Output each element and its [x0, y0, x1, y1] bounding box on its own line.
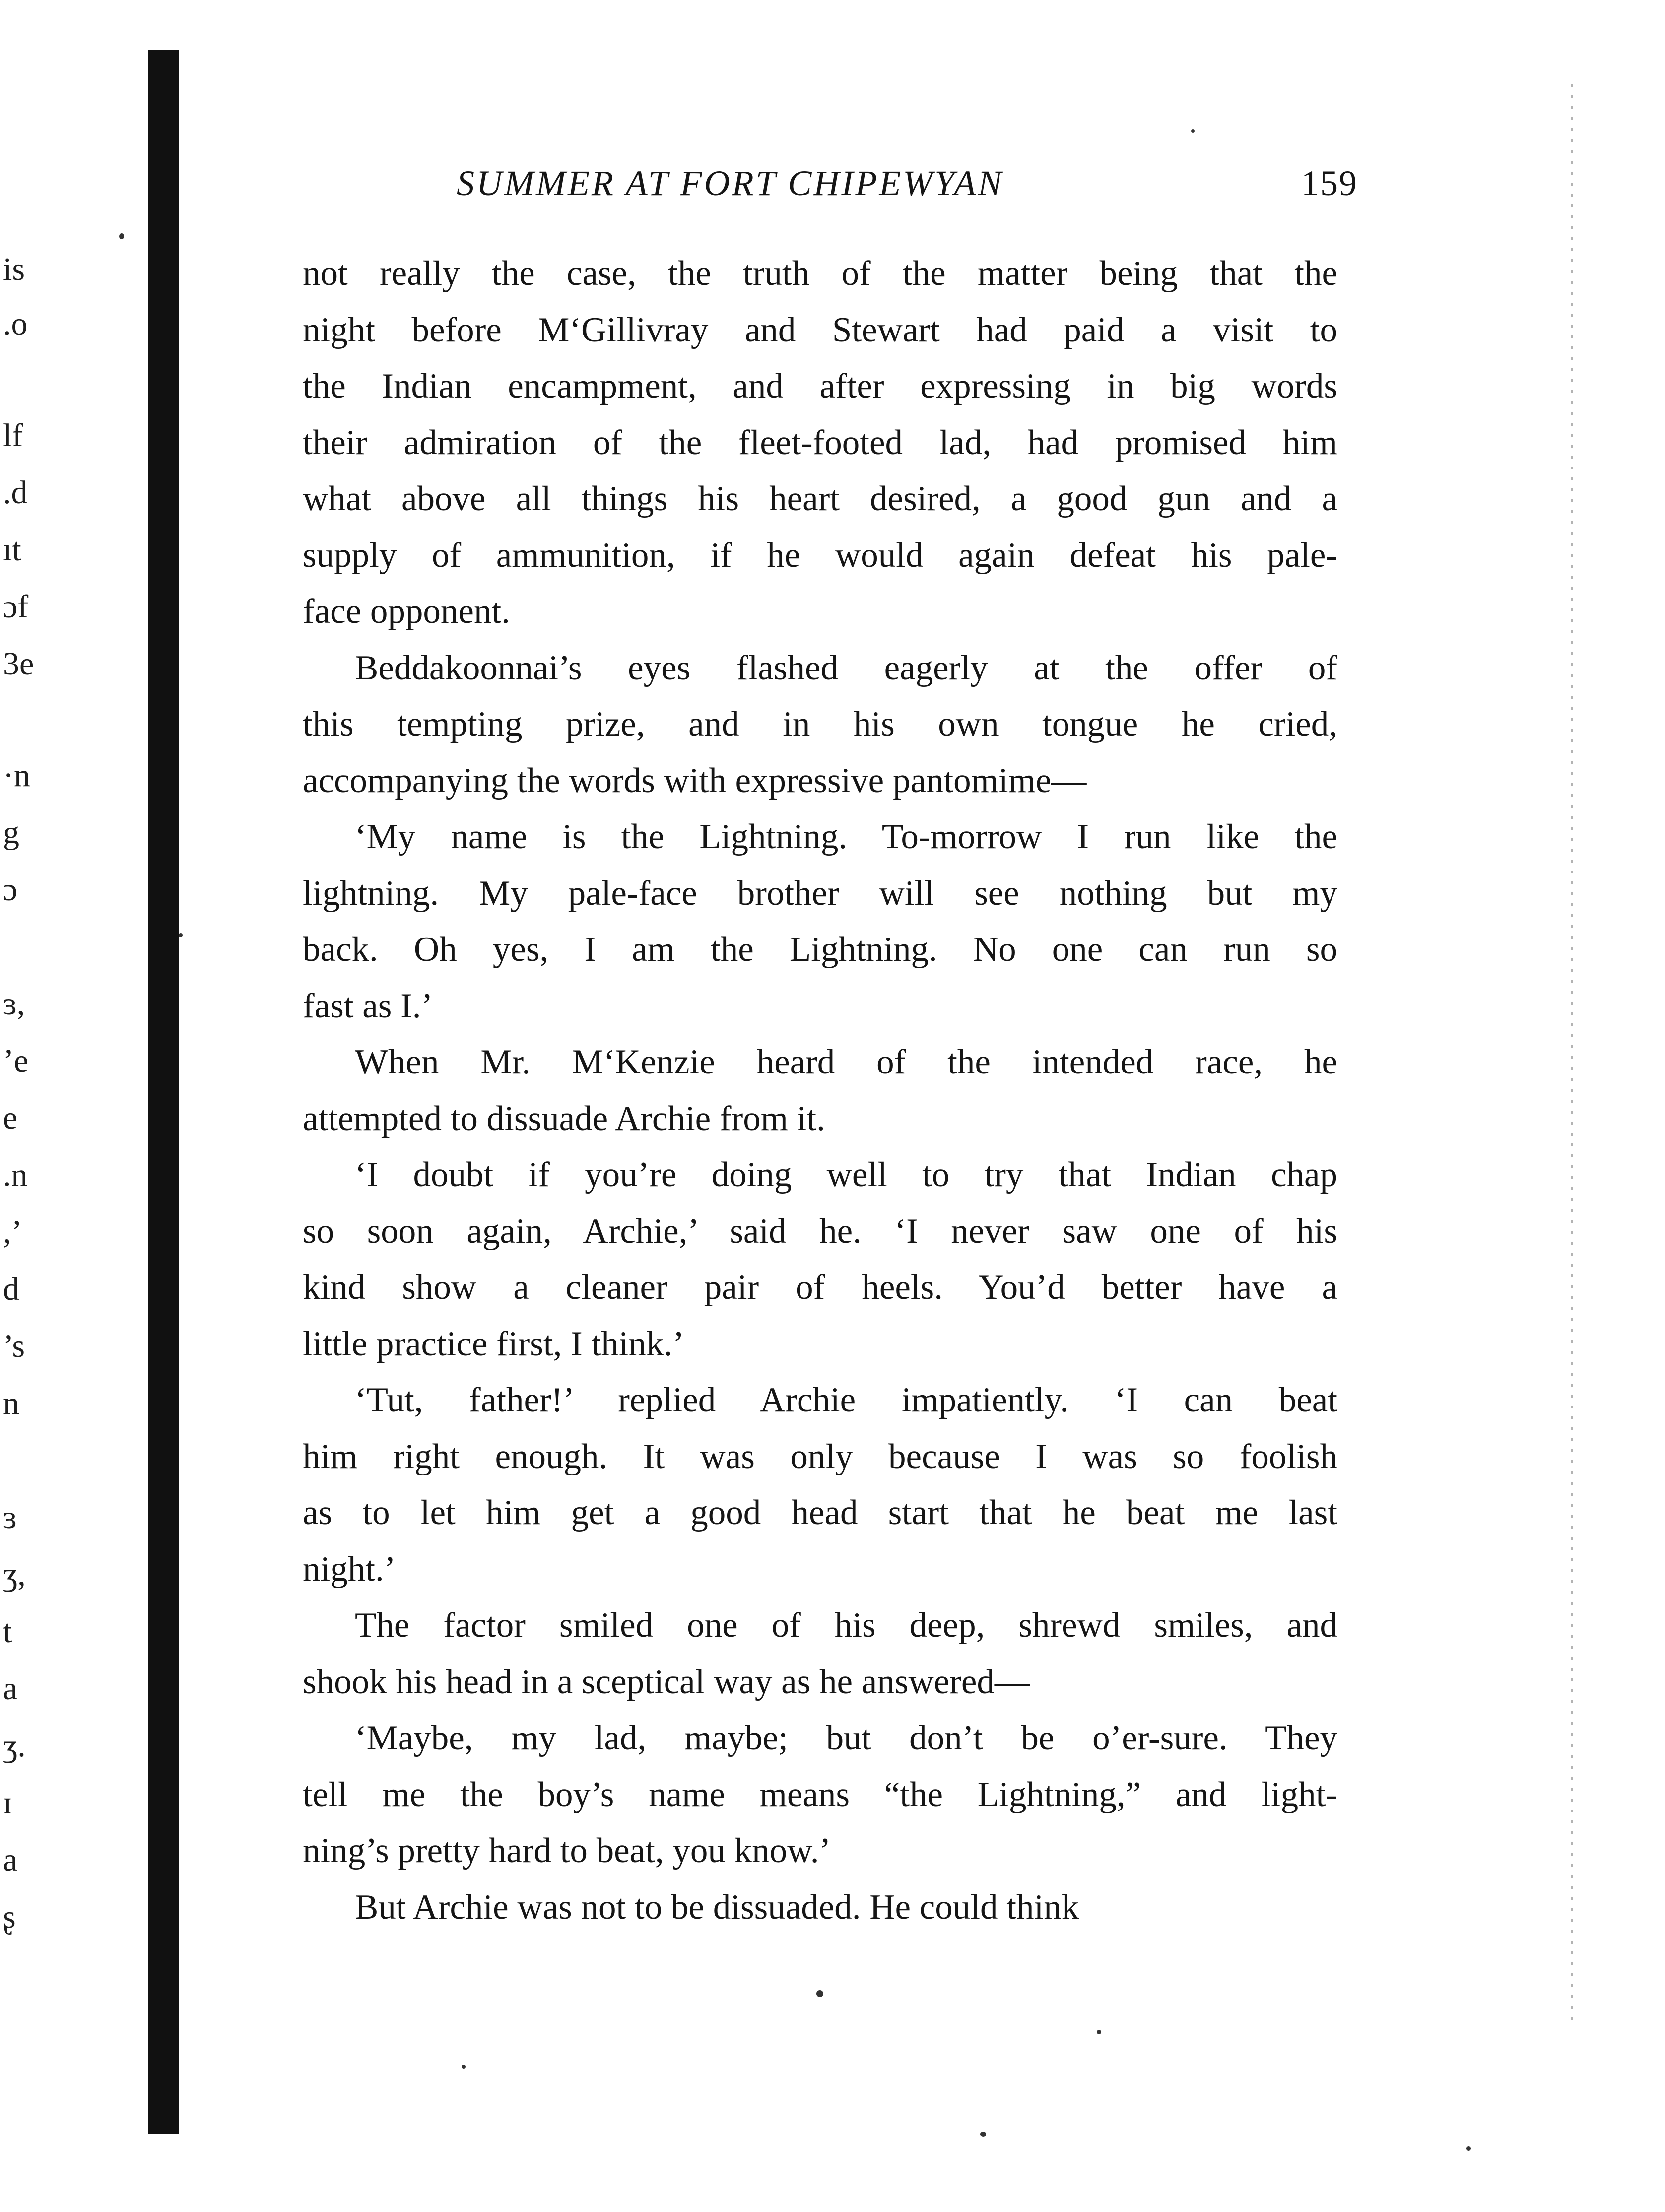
scan-speck [1191, 129, 1195, 133]
text-line: attempted to dissuade Archie from it. [303, 1099, 825, 1138]
text-line: their admiration of the fleet-footed lad, had promised him [303, 423, 1337, 462]
text-line: The factor smiled one of his deep, shrewd smiles, and [355, 1606, 1337, 1645]
text-line: ‘My name is the Lightning. To-morrow I run like the [355, 817, 1337, 856]
text-line: lightning. My pale-face brother will see nothing but my [303, 873, 1337, 913]
fragment: is [3, 251, 25, 287]
text-line: back. Oh yes, I am the Lightning. No one can run so [303, 930, 1337, 969]
fragment: ʒ. [3, 1728, 26, 1764]
fragment: ·n [3, 757, 30, 794]
page-number: 159 [1301, 163, 1358, 203]
text-line: When Mr. M‘Kenzie heard of the intended race, he [355, 1043, 1337, 1081]
scan-speck [1466, 2146, 1471, 2151]
facing-page-bleed [3, 0, 63, 2212]
scan-speck [816, 1990, 823, 1997]
text-line: ‘Maybe, my lad, maybe; but don’t be o’er-sure. They [355, 1719, 1337, 1757]
fragment: a [3, 1671, 18, 1707]
fragment: ıt [3, 532, 21, 568]
text-line: little practice first, I think.’ [303, 1324, 684, 1363]
fragment: ɜ [3, 1499, 17, 1536]
fragment: ɔf [3, 589, 29, 625]
fragment: ’s [3, 1328, 25, 1364]
fragment: .o [3, 306, 28, 342]
text-line: accompanying the words with expressive pantomime— [303, 761, 1087, 800]
fragment: g [3, 814, 19, 851]
fragment: ɪ [3, 1785, 12, 1821]
text-line: ‘I doubt if you’re doing well to try that Indian chap [355, 1155, 1337, 1194]
text-line: what above all things his heart desired, a good gun and a [303, 479, 1337, 518]
text-line: supply of ammunition, if he would again defeat his pale- [303, 536, 1337, 575]
scan-speck [1097, 2030, 1101, 2034]
page-edge [1571, 84, 1573, 2020]
text-line: Beddakoonnai’s eyes flashed eagerly at the offer of [355, 648, 1337, 687]
text-line: ning’s pretty hard to beat, you know.’ [303, 1831, 831, 1870]
text-line: so soon again, Archie,’ said he. ‘I never saw one of his [303, 1211, 1337, 1251]
text-line: as to let him get a good head start that he beat me last [303, 1493, 1337, 1532]
scan-speck [119, 233, 124, 239]
binding-shadow [148, 50, 179, 2134]
body-text [303, 246, 1337, 1936]
fragment: ɔ [3, 871, 18, 908]
fragment: ɜ, [3, 986, 25, 1022]
text-line: tell me the boy’s name means “the Lightning,” and light- [303, 1775, 1337, 1814]
fragment: lf [3, 417, 23, 454]
text-line: not really the case, the truth of the matter being that the [303, 254, 1337, 293]
fragment: t [3, 1613, 12, 1650]
text-line: fast as I.’ [303, 986, 433, 1025]
fragment: .d [3, 474, 28, 511]
running-title: SUMMER AT FORT CHIPEWYAN [457, 163, 1004, 203]
text-line: face opponent. [303, 592, 510, 631]
running-head [298, 163, 1358, 207]
text-line: this tempting prize, and in his own tongue he cried, [303, 705, 1337, 743]
fragment: ’e [3, 1043, 29, 1079]
text-line: him right enough. It was only because I was so foolish [303, 1437, 1337, 1476]
text-line: kind show a cleaner pair of heels. You’d better have a [303, 1268, 1337, 1307]
text-line: ‘Tut, father!’ replied Archie impatiently. ‘I can beat [355, 1381, 1337, 1419]
fragment: .n [3, 1157, 28, 1193]
text-line: But Archie was not to be dissuaded. He could think [355, 1887, 1079, 1927]
fragment: ʂ [3, 1899, 16, 1935]
text-line: the Indian encampment, and after expressing in big words [303, 367, 1337, 405]
scan-speck [179, 933, 183, 937]
fragment: ʒ, [3, 1556, 26, 1593]
text-line: night before M‘Gillivray and Stewart had paid a visit to [303, 310, 1337, 349]
fragment: e [3, 1100, 18, 1136]
text-line: shook his head in a sceptical way as he answered— [303, 1662, 1030, 1701]
scan-speck [462, 2065, 466, 2069]
fragment: a [3, 1842, 18, 1878]
scan-speck [980, 2132, 986, 2137]
fragment: n [3, 1385, 19, 1421]
text-line: night.’ [303, 1549, 396, 1589]
fragment: d [3, 1271, 19, 1307]
fragment: 3e [3, 646, 34, 682]
fragment: ,’ [3, 1214, 22, 1250]
